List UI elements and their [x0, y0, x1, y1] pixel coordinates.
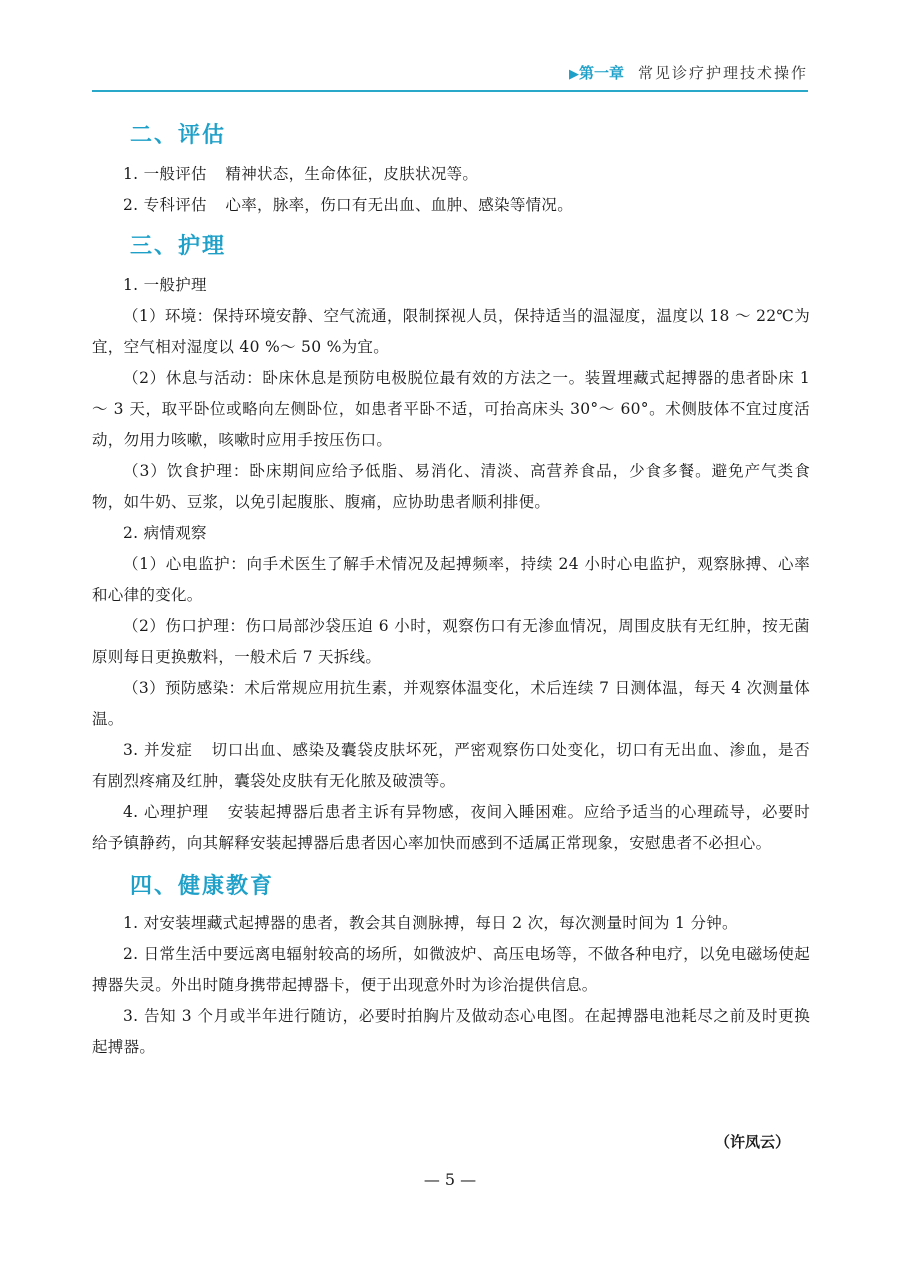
- paragraph-education-3: 3. 告知 3 个月或半年进行随访，必要时拍胸片及做动态心电图。在起搏器电池耗尽之前及时更换起搏器。: [92, 1007, 810, 1056]
- paragraph-education-2: 2. 日常生活中要远离电辐射较高的场所，如微波炉、高压电场等，不做各种电疗，以免电磁场使起搏器失灵。外出时随身携带起搏器卡，便于出现意外时为诊治提供信息。: [92, 945, 810, 994]
- running-header: [92, 58, 808, 92]
- subheading-observation: 2. 病情观察: [123, 524, 207, 542]
- author-credit: （许凤云）: [714, 1133, 790, 1151]
- item-label: 1. 一般评估: [123, 165, 207, 183]
- section-heading-health-education: 四、健康教育: [130, 874, 275, 899]
- paragraph-wound: （2）伤口护理：伤口局部沙袋压迫 6 小时，观察伤口有无渗血情况，周围皮肤有无红肿，按无菌原则每日更换敷料，一般术后 7 天拆线。: [92, 617, 810, 666]
- page-content: [92, 112, 810, 1063]
- paragraph: [92, 190, 810, 221]
- chapter-title: 常见诊疗护理技术操作: [637, 64, 808, 82]
- triangle-right-icon: ▶: [568, 67, 579, 82]
- item-text: 切口出血、感染及囊袋皮肤坏死，严密观察伤口处变化，切口有无出血、渗血，是否有剧烈疼痛及红肿，囊袋处皮肤有无化脓及破溃等。: [92, 741, 810, 790]
- paragraph-ecg: （1）心电监护：向手术医生了解手术情况及起搏频率，持续 24 小时心电监护，观察脉搏、心率和心律的变化。: [92, 555, 810, 604]
- section-heading-assessment: 二、评估: [130, 123, 227, 148]
- header-inner: [569, 62, 808, 83]
- paragraph-complication: [92, 735, 810, 797]
- item-label: 3. 并发症: [123, 741, 193, 759]
- section-heading-nursing: 三、护理: [130, 234, 227, 259]
- item-text: 精神状态，生命体征，皮肤状况等。: [225, 165, 479, 183]
- page-number: — 5 —: [423, 1170, 477, 1189]
- chapter-label: 第一章: [578, 64, 624, 82]
- paragraph-education-1: 1. 对安装埋藏式起搏器的患者，教会其自测脉搏，每日 2 次，每次测量时间为 1 分钟。: [123, 914, 738, 932]
- paragraph: [92, 159, 810, 190]
- item-label: 2. 专科评估: [123, 196, 207, 214]
- item-text: 安装起搏器后患者主诉有异物感，夜间入睡困难。应给予适当的心理疏导，必要时给予镇静药，向其解释安装起搏器后患者因心率加快而感到不适属正常现象，安慰患者不必担心。: [92, 803, 810, 852]
- item-text: 心率，脉率，伤口有无出血、血肿、感染等情况。: [225, 196, 574, 214]
- paragraph-rest: （2）休息与活动：卧床休息是预防电极脱位最有效的方法之一。装置埋藏式起搏器的患者卧床 1 ～ 3 天，取平卧位或略向左侧卧位，如患者平卧不适，可抬高床头 30°～ 60°。术侧肢体不宜过度活动，勿用力咳嗽，咳嗽时应用手按压伤口。: [92, 369, 810, 449]
- item-label: 4. 心理护理: [123, 803, 209, 821]
- paragraph-infection: （3）预防感染：术后常规应用抗生素，并观察体温变化，术后连续 7 日测体温，每天 4 次测量体温。: [92, 679, 810, 728]
- paragraph-environment: （1）环境：保持环境安静、空气流通，限制探视人员，保持适当的温湿度，温度以 18 ～ 22℃为宜，空气相对湿度以 40 %～ 50 %为宜。: [92, 307, 810, 356]
- paragraph-diet: （3）饮食护理：卧床期间应给予低脂、易消化、清淡、高营养食品，少食多餐。避免产气类食物，如牛奶、豆浆，以免引起腹胀、腹痛，应协助患者顺利排便。: [92, 462, 810, 511]
- subheading-general-care: 1. 一般护理: [123, 276, 207, 294]
- paragraph-psychological: [92, 797, 810, 859]
